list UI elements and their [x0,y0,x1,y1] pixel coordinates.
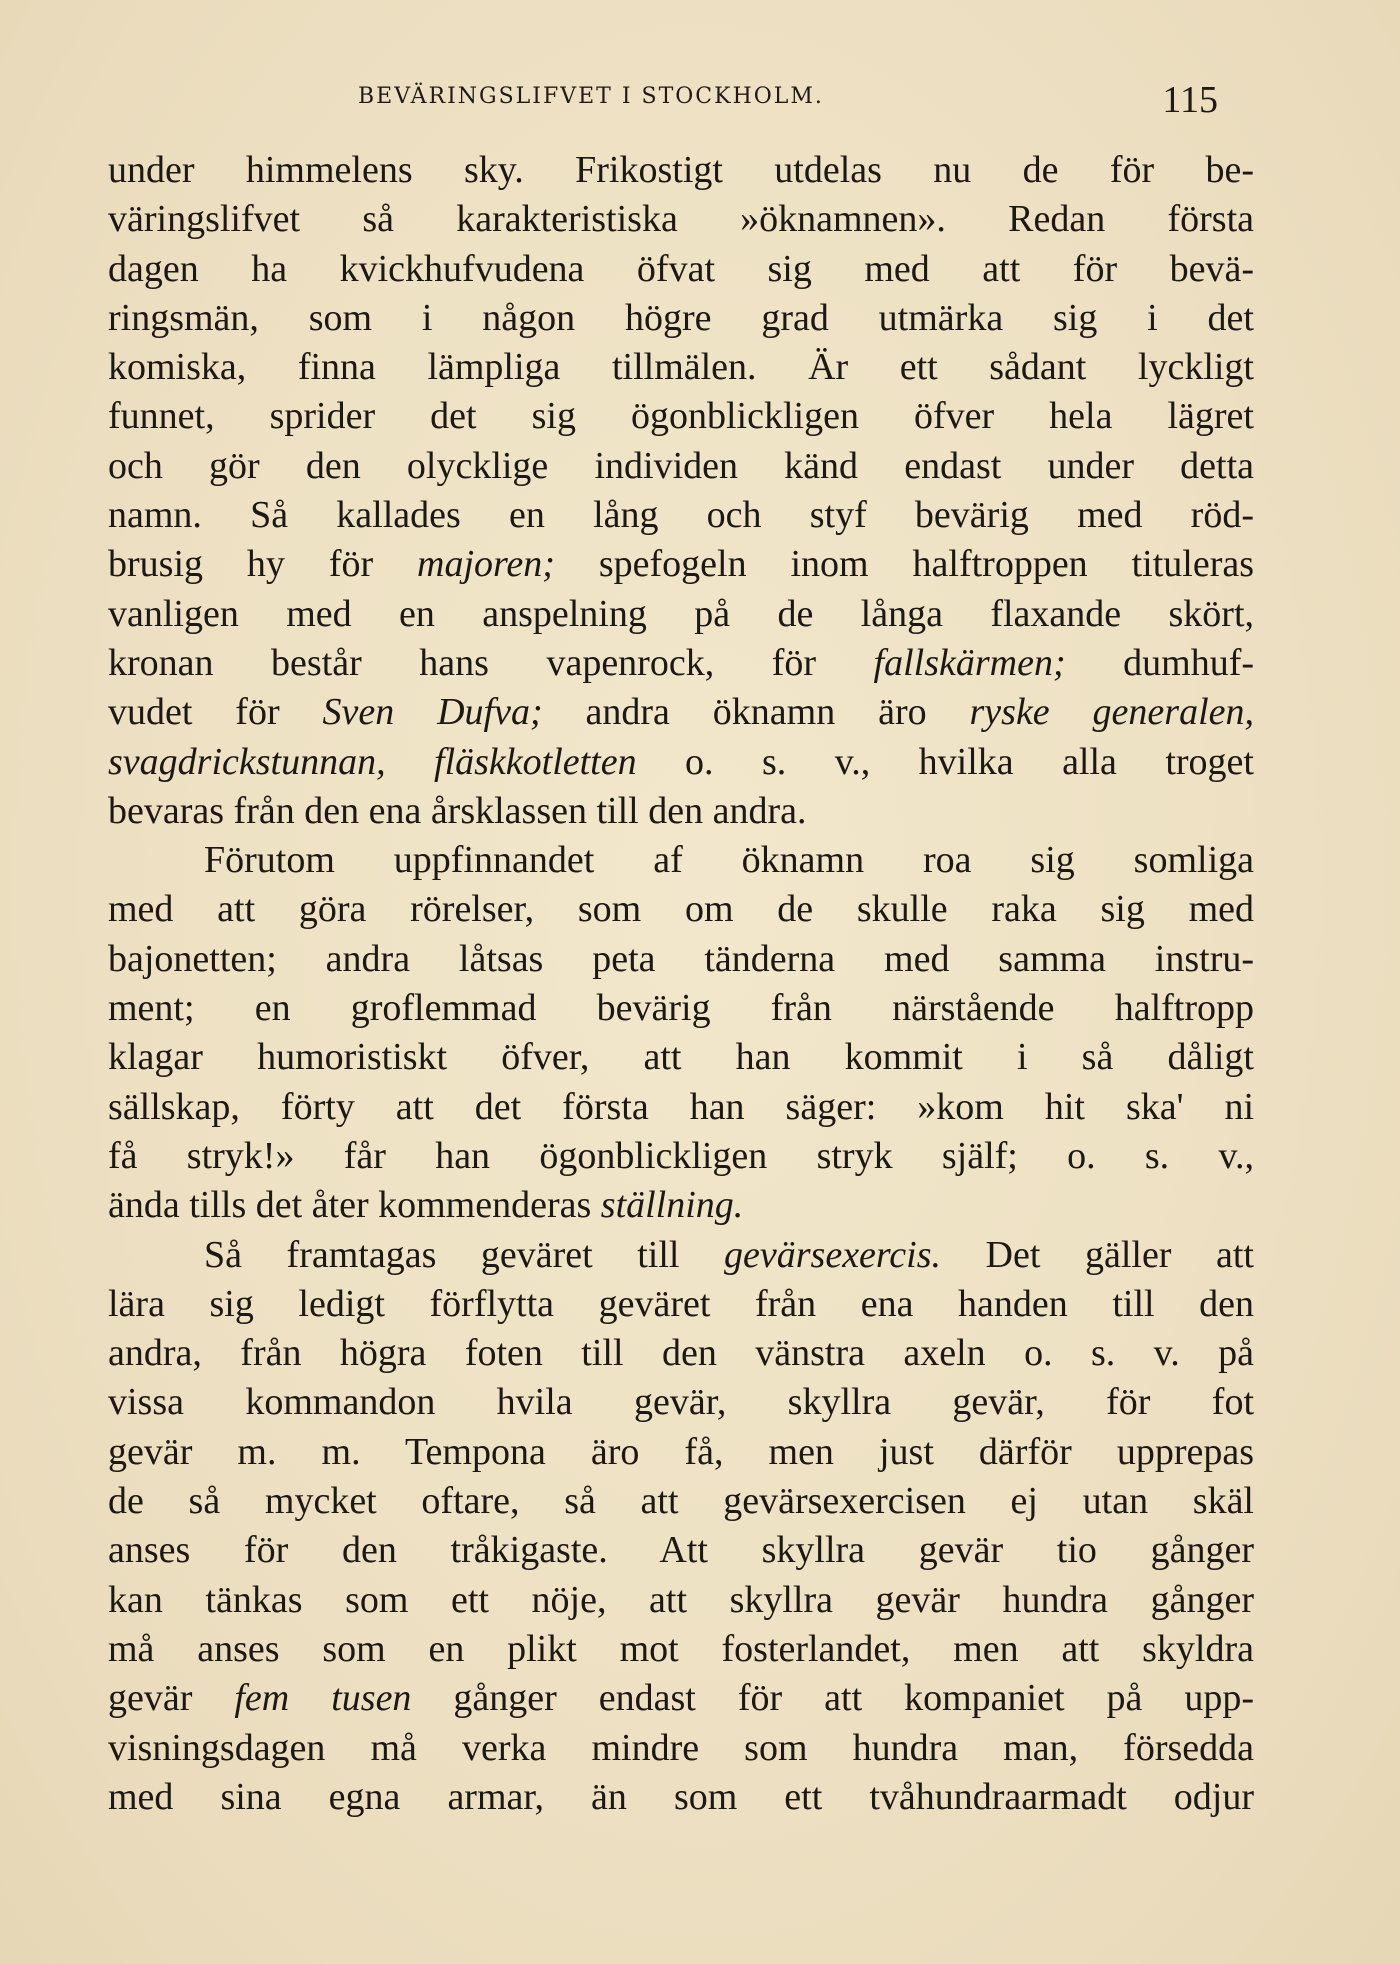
text-line [108,343,1254,392]
line-text: få stryk!» får han ögonblickligen stryk själf; o. s. v., [108,1134,1254,1177]
line-text: gevär [108,1677,235,1720]
line-text: Det gäller att [941,1233,1254,1276]
line-text: o. s. v., hvilka alla troget [636,740,1254,783]
line-text: anses för den tråkigaste. Att skyllra gevär tio gånger [108,1529,1254,1572]
text-line [108,1033,1254,1082]
page-number: 115 [1162,79,1218,121]
text-line [108,1477,1254,1526]
text-line [108,984,1254,1033]
line-text: vudet för [108,691,323,734]
line-text: ment; en groflemmad bevärig från närstående halftropp [108,987,1254,1030]
text-line [108,245,1254,294]
line-text: bevaras från den ena årsklassen till den andra. [108,789,807,832]
text-line [108,935,1254,984]
text-line [108,787,1254,836]
line-text: gånger endast för att kompaniet på upp- [411,1677,1254,1720]
text-line [108,146,1254,195]
text-line [108,1674,1254,1723]
line-text: vanligen med en anspelning på de långa flaxande skört, [108,592,1254,635]
line-text: dumhuf- [1065,641,1255,684]
line-text: gevär m. m. Tempona äro få, men just därför upprepas [108,1430,1254,1473]
text-line [108,688,1254,737]
text-line [108,1132,1254,1181]
italic-text: fallskärmen; [873,641,1066,684]
text-line [108,836,1254,885]
line-text: klagar humoristiskt öfver, att han kommit i så dåligt [108,1036,1254,1079]
line-text: med att göra rörelser, som om de skulle raka sig med [108,888,1254,931]
line-text: Så framtagas geväret till [204,1233,725,1276]
line-text: spefogeln inom halftroppen tituleras [554,543,1254,586]
line-text: andra, från högra foten till den vänstra axeln o. s. v. på [108,1332,1254,1375]
text-line [108,195,1254,244]
line-text: vissa kommandon hvila gevär, skyllra gevär, för fot [108,1381,1254,1424]
line-text: kronan består hans vapenrock, för [108,641,874,684]
line-text: komiska, finna lämpliga tillmälen. Är ett sådant lyckligt [108,346,1254,389]
line-text: funnet, sprider det sig ögonblickligen öfver hela lägret [108,395,1254,438]
line-text: ringsmän, som i någon högre grad utmärka sig i det [108,296,1254,339]
italic-text: ställning. [600,1184,744,1227]
text-line [108,491,1254,540]
line-text: lära sig ledigt förflytta geväret från ena handen till den [108,1282,1254,1325]
body-text [108,146,1254,1822]
text-line [108,639,1254,688]
line-text: under himmelens sky. Frikostigt utdelas nu de för be- [108,149,1254,191]
line-text: namn. Så kallades en lång och styf bevärig med röd- [108,494,1254,537]
text-line [108,1428,1254,1477]
text-line [108,442,1254,491]
text-line [108,590,1254,639]
text-line [108,1625,1254,1674]
line-text: må anses som en plikt mot fosterlandet, men att skyldra [108,1627,1254,1670]
line-text: brusig hy för [108,543,418,586]
text-line [108,1724,1254,1773]
line-text: visningsdagen må verka mindre som hundra man, försedda [108,1726,1254,1769]
line-text: bajonetten; andra låtsas peta tänderna med samma instru- [108,937,1254,980]
text-line [108,1329,1254,1378]
line-text: sällskap, förty att det första han säger: »kom hit ska' ni [108,1085,1254,1128]
text-line [108,738,1254,787]
text-line [108,1773,1254,1822]
italic-text: Sven Dufva; [322,691,543,734]
text-line [108,1231,1254,1280]
text-line [108,1378,1254,1427]
line-text: och gör den olycklige individen känd endast under detta [108,444,1254,487]
text-line [108,540,1254,589]
text-line [108,1526,1254,1575]
text-line [108,885,1254,934]
line-text: de så mycket oftare, så att gevärsexercisen ej utan skäl [108,1480,1254,1523]
page-header [108,78,1218,122]
text-line [108,1083,1254,1132]
line-text: Förutom uppfinnandet af öknamn roa sig somliga [204,839,1254,882]
text-line [108,1181,1254,1230]
running-title: BEVÄRINGSLIFVET I STOCKHOLM. [358,84,824,109]
text-line [108,294,1254,343]
italic-text: svagdrickstunnan, fläskkotletten [108,740,637,783]
line-text: väringslifvet så karakteristiska »öknamnen». Redan första [108,198,1254,241]
line-text: kan tänkas som ett nöje, att skyllra gevär hundra gånger [108,1578,1254,1621]
italic-text: fem tusen [234,1677,412,1720]
text-line [108,1280,1254,1329]
text-line [108,392,1254,441]
italic-text: ryske generalen, [969,691,1254,734]
line-text: andra öknamn äro [542,691,970,734]
line-text: ända tills det åter kommenderas [108,1184,601,1227]
italic-text: majoren; [417,543,555,586]
line-text: dagen ha kvickhufvudena öfvat sig med att för bevä- [108,247,1254,290]
italic-text: gevärsexercis. [724,1233,942,1276]
text-line [108,1576,1254,1625]
line-text: med sina egna armar, än som ett tvåhundraarmadt odjur [108,1775,1254,1818]
